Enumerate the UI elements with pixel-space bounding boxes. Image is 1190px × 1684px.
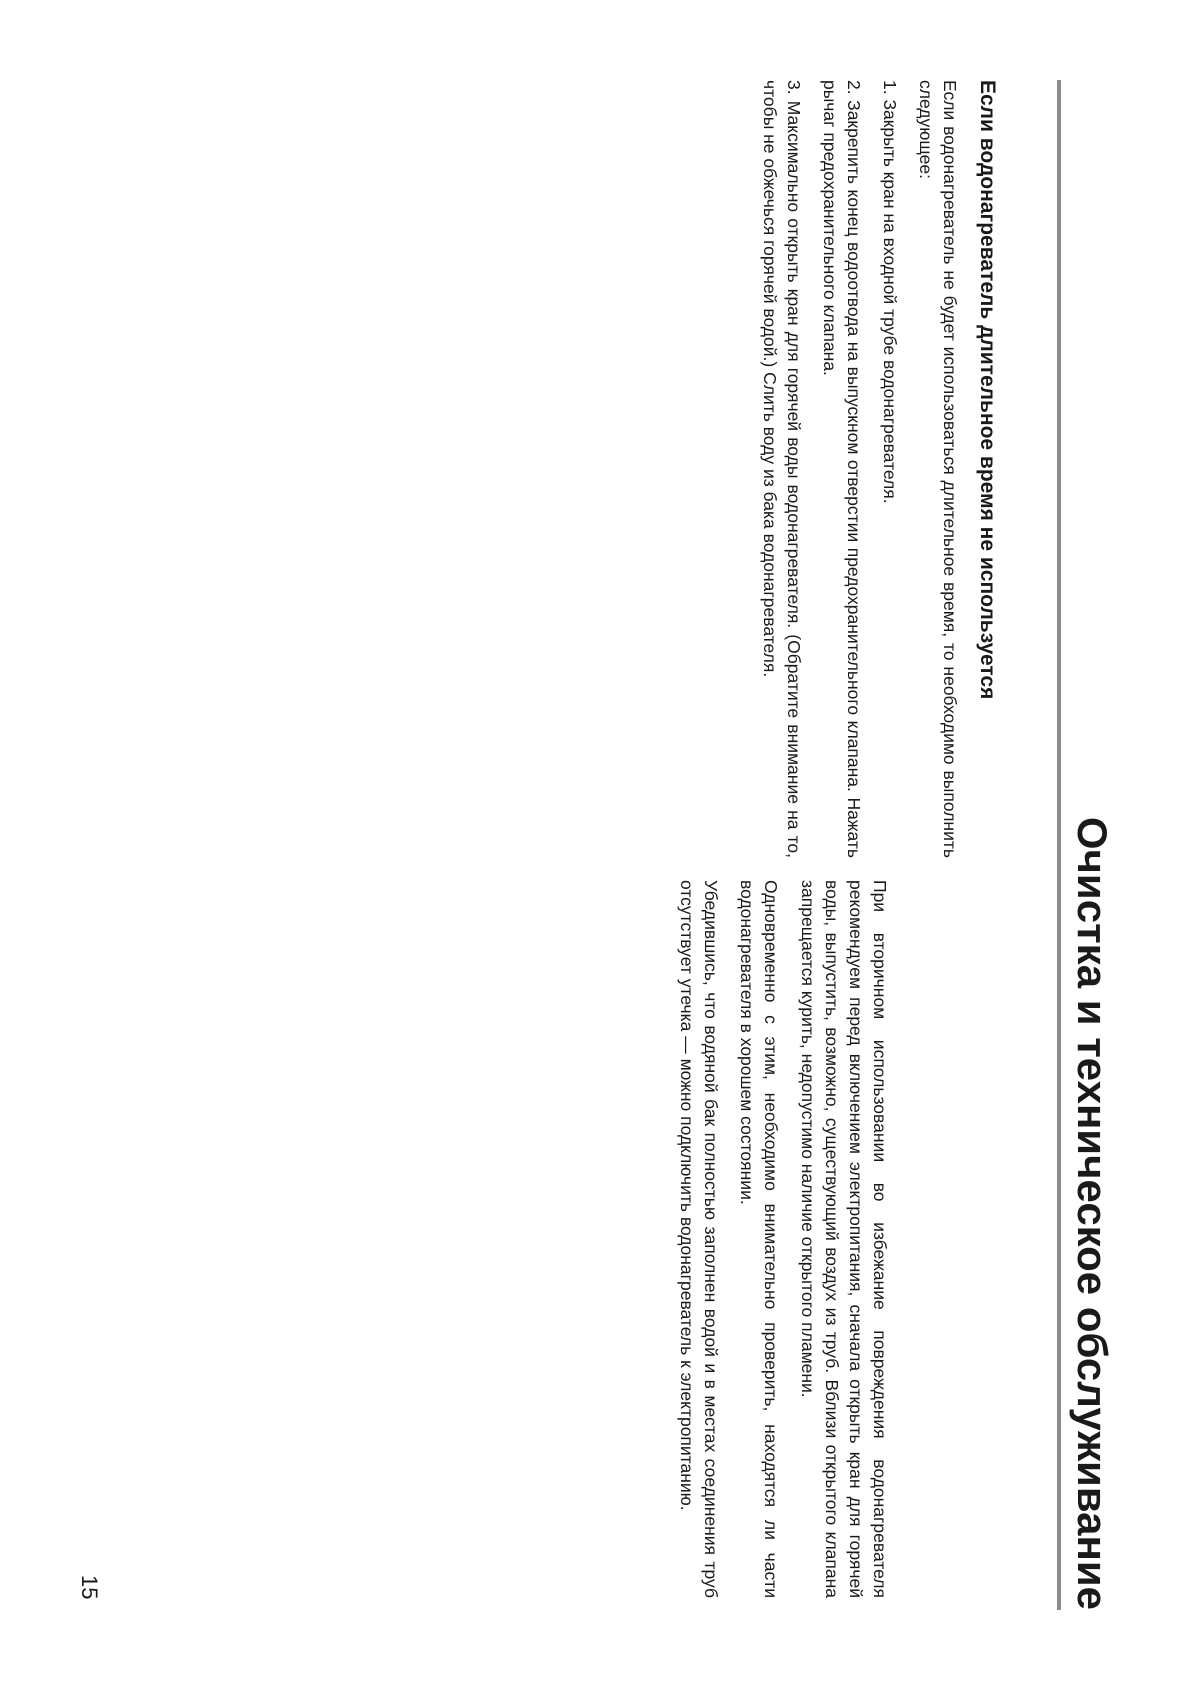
- step-2: 2. Закрепить конец водоотвода на выпускном отверстии предохранительного клапана. Нажать рычаг предохранительного клапана.: [819, 80, 864, 858]
- page-title: Очистка и техническое обслуживание: [1069, 816, 1116, 1610]
- title-underline: [1057, 80, 1061, 1610]
- inspection-paragraph: Одновременно с этим, необходимо внимательно проверить, находятся ли части водонагревателя в хорошем состоянии.: [737, 880, 782, 1598]
- section-intro: Если водонагреватель не будет использоваться длительное время, то необходимо выполнить следующее:: [916, 80, 961, 858]
- step-3: 3. Максимально открыть кран для горячей воды водонагревателя. (Обратите внимание на то, чтобы не обжечься горячей водой.) Слить воду из бака водонагревателя.: [759, 80, 804, 858]
- reuse-paragraph: При вторичном использовании во избежание повреждения водонагревателя рекомендуем перед включением электропитания, сначала открыть кран для горячей воды, выпустить, возможно, существующий воздух из труб. Вблизи открытого клапана запрещается курить, недопустимо наличие открытого пламени.: [797, 880, 890, 1598]
- left-column: [745, 80, 1000, 858]
- step-1: 1. Закрыть кран на входной трубе водонагревателя.: [880, 80, 901, 504]
- page-number: 15: [77, 1575, 102, 1600]
- section-heading: Если водонагреватель длительное время не используется: [976, 80, 999, 700]
- power-connection-paragraph: Убедившись, что водяной бак полностью заполнен водой и в местах соединения труб отсутствует утечка — можно подключить водонагреватель к электропитанию.: [677, 880, 722, 1598]
- right-column: [663, 880, 892, 1598]
